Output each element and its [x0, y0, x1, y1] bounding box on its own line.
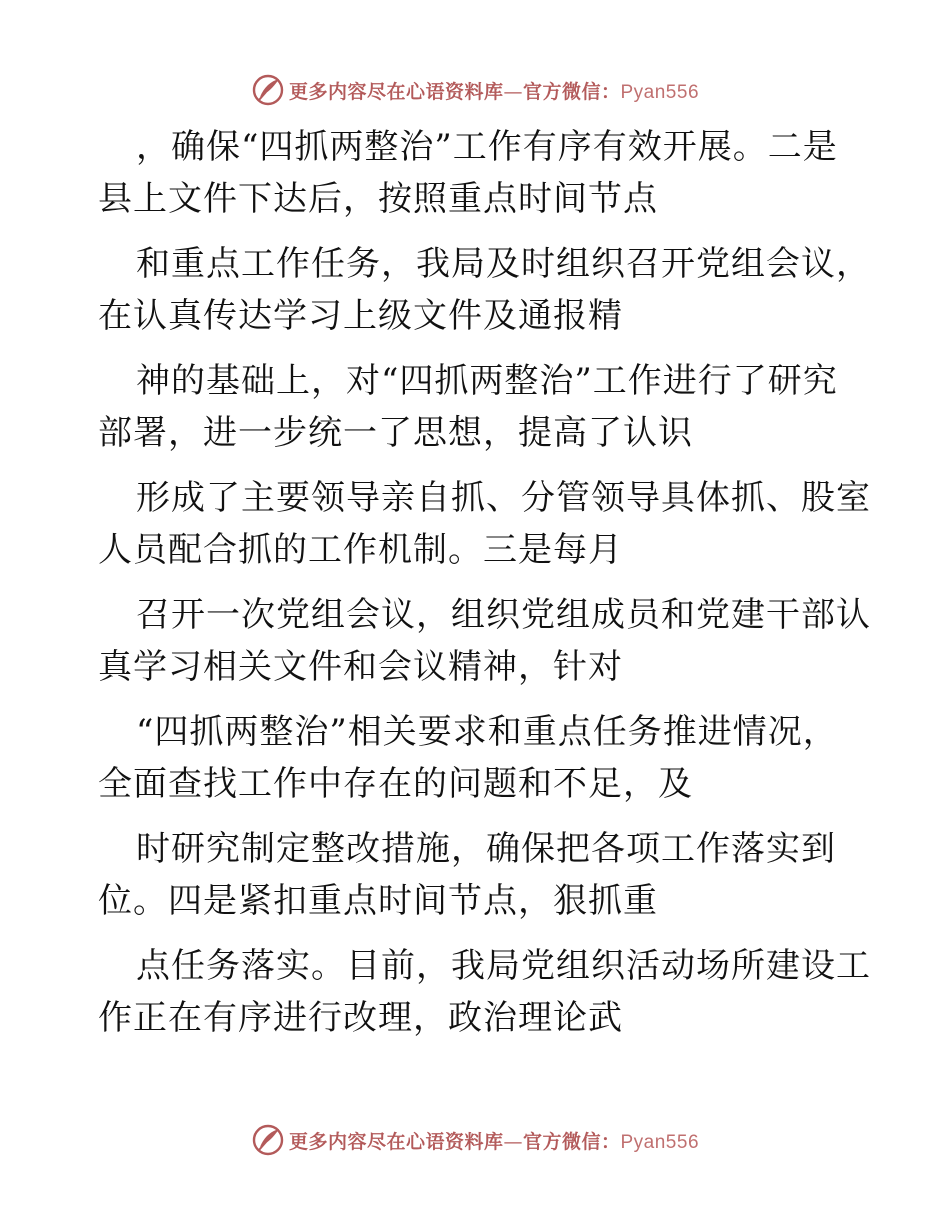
- text-line: 在认真传达学习上级文件及通报精: [98, 296, 623, 336]
- text-line: 全面查找工作中存在的问题和不足，及: [98, 764, 693, 804]
- body-text: [98, 123, 871, 1042]
- quill-logo-icon: [251, 1123, 285, 1157]
- watermark-dash: —: [503, 1130, 523, 1153]
- text-line: 点任务落实。目前，我局党组织活动场所建设工: [136, 946, 871, 986]
- text-line: 时研究制定整改措施，确保把各项工作落实到: [136, 829, 836, 869]
- text-line: “四抓两整治”相关要求和重点任务推进情况，: [136, 712, 838, 752]
- watermark-dash: —: [503, 80, 523, 103]
- text-line: 真学习相关文件和会议精神，针对: [98, 647, 623, 687]
- watermark-wechat-id: Pyan556: [620, 81, 700, 103]
- text-line: ，确保“四抓两整治”工作有序有效开展。二是: [136, 127, 838, 167]
- text-line: 作正在有序进行改理，政治理论武: [98, 998, 623, 1038]
- text-line: 召开一次党组会议，组织党组成员和党建干部认: [136, 595, 871, 635]
- text-line: 形成了主要领导亲自抓、分管领导具体抓、股室: [136, 478, 871, 518]
- text-line: 人员配合抓的工作机制。三是每月: [98, 530, 623, 570]
- text-line: 神的基础上，对“四抓两整治”工作进行了研究: [136, 361, 838, 401]
- watermark-tail-text: 官方微信：: [522, 1130, 621, 1153]
- header-watermark: [0, 70, 950, 110]
- quill-logo-icon: [251, 73, 285, 107]
- text-line: 部署，进一步统一了思想，提高了认识: [98, 413, 693, 453]
- text-line: 位。四是紧扣重点时间节点，狠抓重: [98, 881, 658, 921]
- watermark-lead-text: 更多内容尽在心语资料库: [288, 1130, 504, 1153]
- text-line: 县上文件下达后，按照重点时间节点: [98, 179, 658, 219]
- watermark-wechat-id: Pyan556: [620, 1131, 700, 1153]
- watermark-lead-text: 更多内容尽在心语资料库: [288, 80, 504, 103]
- text-line: 和重点工作任务，我局及时组织召开党组会议，: [136, 244, 871, 284]
- watermark-tail-text: 官方微信：: [522, 80, 621, 103]
- footer-watermark: [0, 1120, 950, 1160]
